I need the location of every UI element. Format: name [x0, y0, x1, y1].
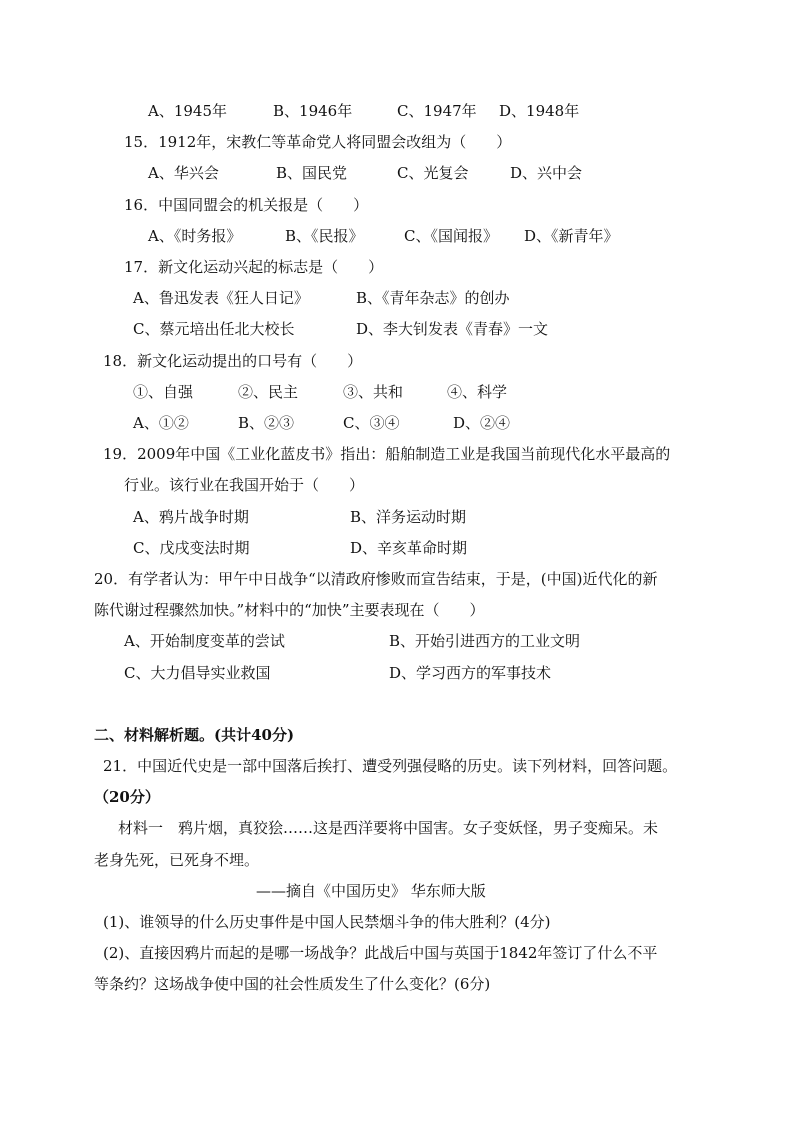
q16-option-c[interactable]: C、《国闻报》 [404, 227, 498, 245]
q19-option-b[interactable]: B、洋务运动时期 [350, 508, 467, 526]
q17-stem: 17．新文化运动兴起的标志是（ ） [124, 258, 384, 276]
q14-option-b[interactable]: B、1946年 [273, 102, 353, 120]
q18-item-1: ①、自强 [133, 383, 194, 401]
q20-option-b[interactable]: B、开始引进西方的工业文明 [389, 632, 581, 650]
q21-sub1: (1)、谁领导的什么历史事件是中国人民禁烟斗争的伟大胜利？(4分) [103, 913, 551, 931]
q16-option-a[interactable]: A、《时务报》 [148, 227, 242, 245]
q18-option-b[interactable]: B、②③ [238, 414, 295, 432]
q15-option-b[interactable]: B、国民党 [276, 164, 348, 182]
q19-option-d[interactable]: D、辛亥革命时期 [350, 539, 468, 557]
q14-option-c[interactable]: C、1947年 [397, 102, 477, 120]
q19-option-c[interactable]: C、戊戌变法时期 [133, 539, 250, 557]
q16-stem: 16．中国同盟会的机关报是（ ） [124, 196, 369, 214]
q20-option-c[interactable]: C、大力倡导实业救国 [124, 664, 271, 682]
q21-sub2-line2: 等条约？这场战争使中国的社会性质发生了什么变化？(6分) [94, 975, 491, 993]
q19-option-a[interactable]: A、鸦片战争时期 [133, 508, 249, 526]
q19-stem-line2: 行业。该行业在我国开始于（ ） [124, 476, 365, 494]
q17-option-b[interactable]: B、《青年杂志》的创办 [356, 289, 510, 307]
q16-option-b[interactable]: B、《民报》 [285, 227, 364, 245]
section-2-title: 二、材料解析题。(共计40分) [94, 726, 295, 744]
q21-material1-line1: 材料一 鸦片烟，真狡狯……这是西洋要将中国害。女子变妖怪，男子变痴呆。未 [118, 819, 659, 837]
q18-item-2: ②、民主 [238, 383, 299, 401]
q14-option-a[interactable]: A、1945年 [148, 102, 228, 120]
q18-option-d[interactable]: D、②④ [453, 414, 511, 432]
q15-option-a[interactable]: A、华兴会 [148, 164, 219, 182]
q18-item-3: ③、共和 [343, 383, 404, 401]
q21-sub2-line1: (2)、直接因鸦片而起的是哪一场战争？此战后中国与英国于1842年签订了什么不平 [103, 944, 658, 962]
q15-option-c[interactable]: C、光复会 [397, 164, 469, 182]
q19-stem-line1: 19．2009年中国《工业化蓝皮书》指出：船舶制造工业是我国当前现代化水平最高的 [103, 445, 671, 463]
q15-stem: 15．1912年，宋教仁等革命党人将同盟会改组为（ ） [124, 133, 512, 151]
q15-option-d[interactable]: D、兴中会 [510, 164, 583, 182]
q18-item-4: ④、科学 [447, 383, 508, 401]
q14-option-d[interactable]: D、1948年 [499, 102, 580, 120]
q21-score: （20分） [94, 788, 160, 806]
q17-option-c[interactable]: C、蔡元培出任北大校长 [133, 320, 295, 338]
q20-stem-line1: 20．有学者认为：甲午中日战争“以清政府惨败而宣告结束，于是，(中国)近代化的新 [94, 570, 658, 588]
q20-stem-line2: 陈代谢过程骤然加快。”材料中的“加快”主要表现在（ ） [94, 601, 485, 619]
q20-option-d[interactable]: D、学习西方的军事技术 [389, 664, 552, 682]
q21-stem-line1: 21．中国近代史是一部中国落后挨打、遭受列强侵略的历史。读下列材料，回答问题。 [103, 757, 678, 775]
q18-stem: 18．新文化运动提出的口号有（ ） [103, 352, 363, 370]
q18-option-c[interactable]: C、③④ [343, 414, 400, 432]
q20-option-a[interactable]: A、开始制度变革的尝试 [124, 632, 285, 650]
q17-option-a[interactable]: A、鲁迅发表《狂人日记》 [133, 289, 309, 307]
q18-option-a[interactable]: A、①② [133, 414, 189, 432]
q16-option-d[interactable]: D、《新青年》 [524, 227, 619, 245]
q21-material1-line2: 老身先死，已死身不埋。 [94, 851, 260, 869]
q21-source: ——摘自《中国历史》 华东师大版 [256, 882, 486, 900]
q17-option-d[interactable]: D、李大钊发表《青春》一文 [356, 320, 549, 338]
